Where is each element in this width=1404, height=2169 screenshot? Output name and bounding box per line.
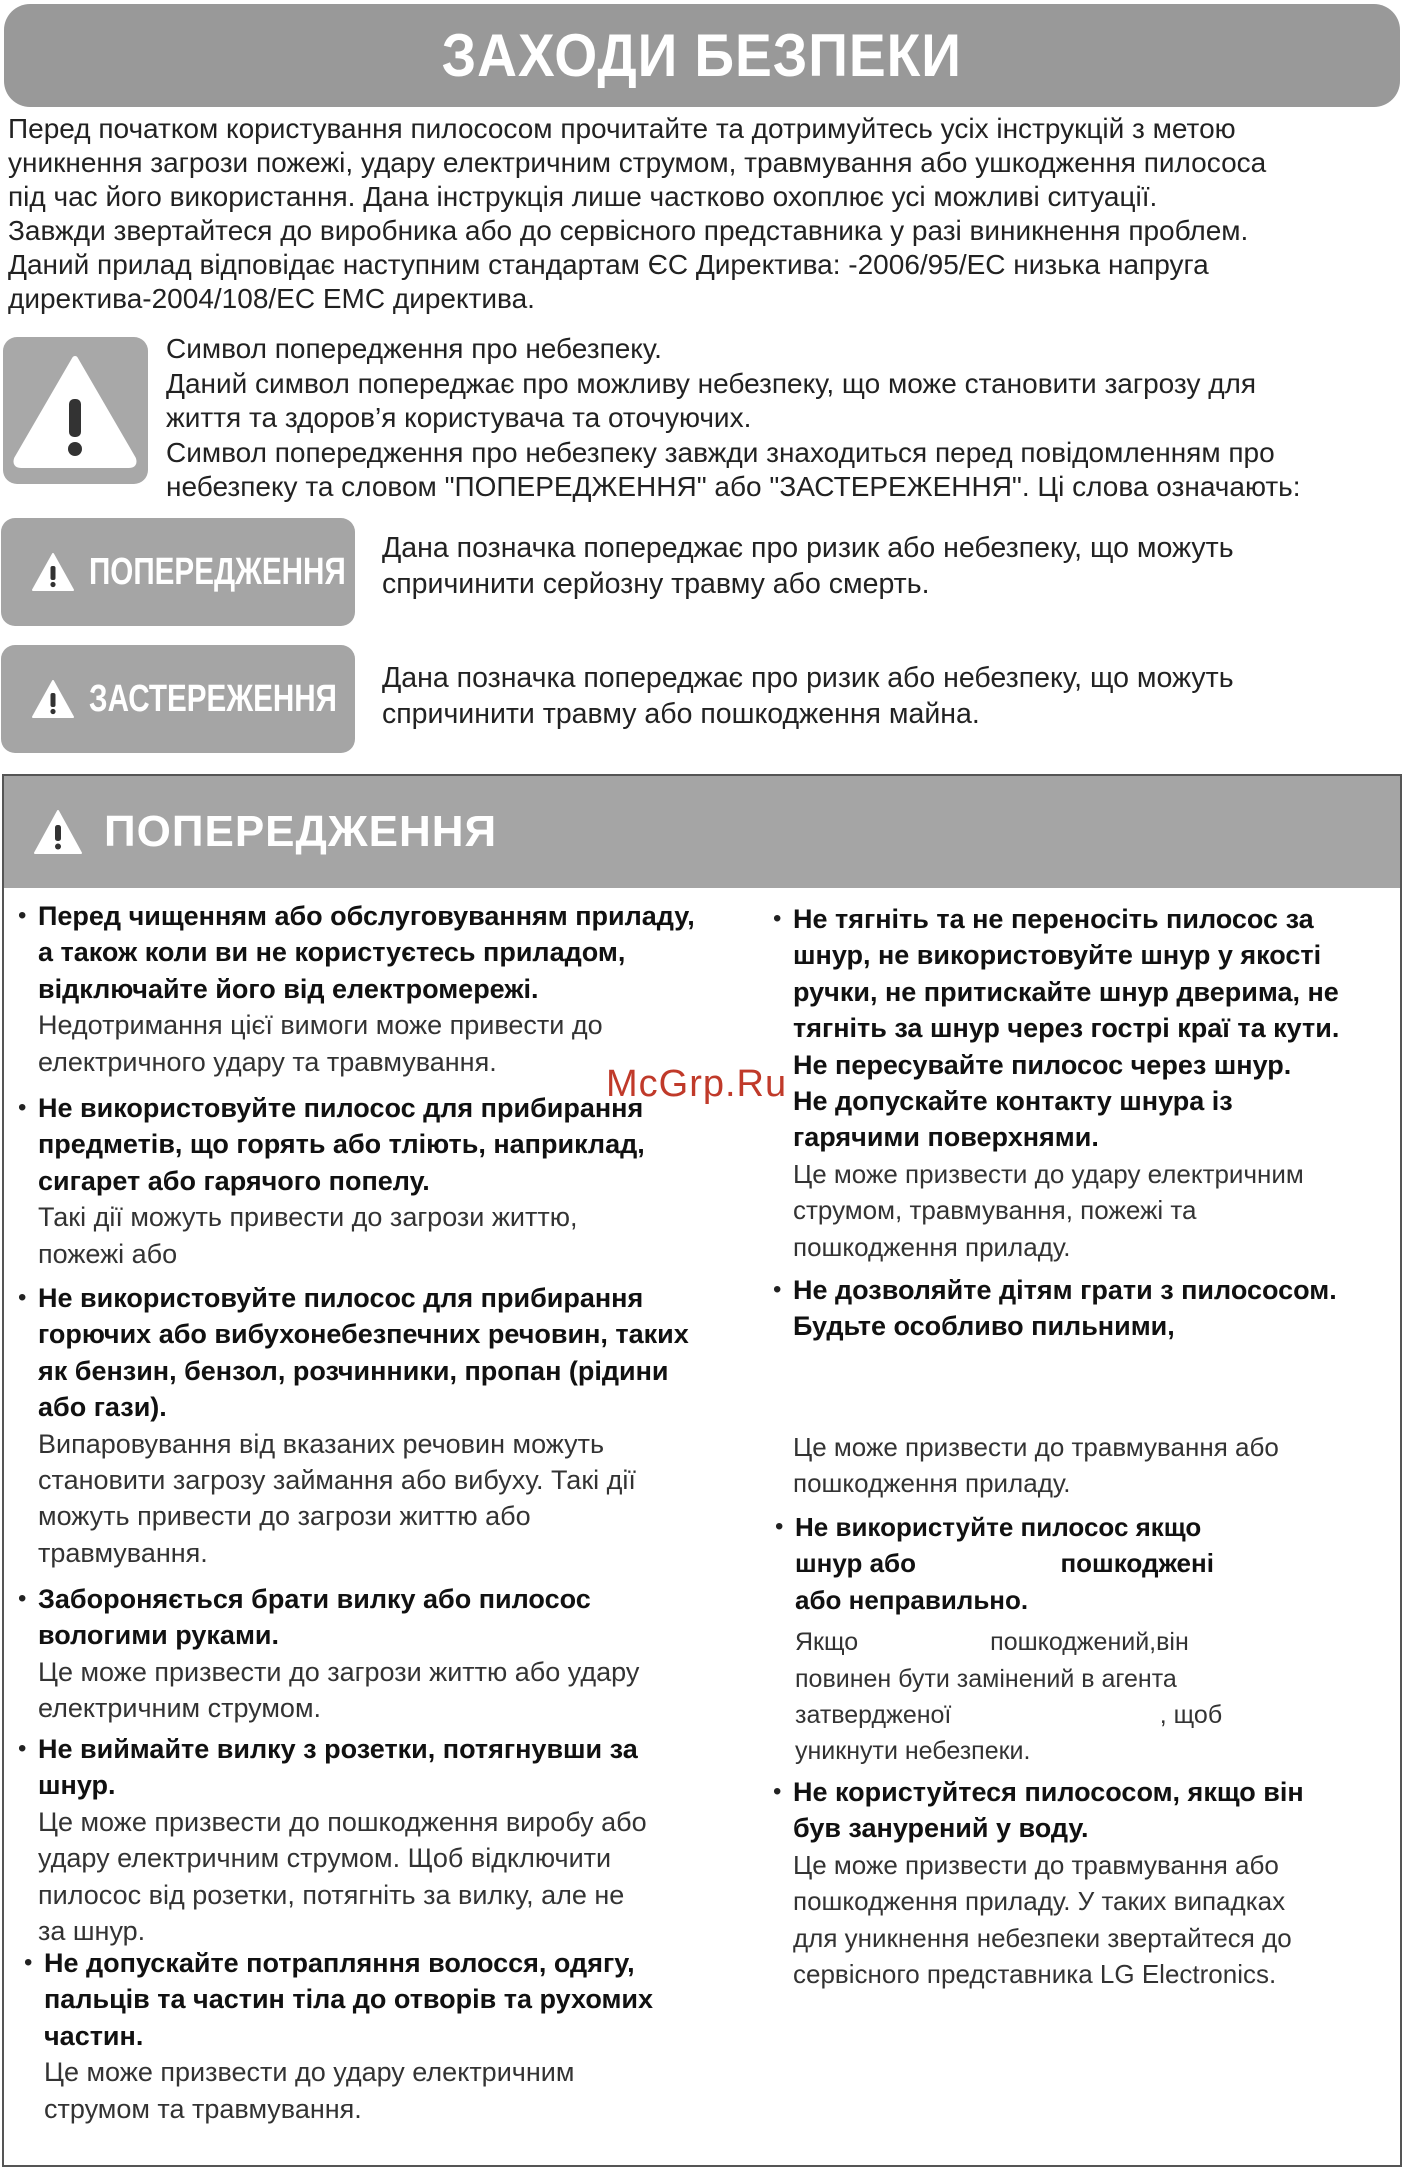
bullet-icon: • — [18, 1284, 27, 1311]
item-text-line: електричного удару та травмування. — [38, 1046, 497, 1077]
item-text-line: струмом та травмування. — [44, 2093, 362, 2124]
item-bold-line: горючих або вибухонебезпечних речовин, таких — [38, 1319, 689, 1350]
item-bold-line: предметів, що горять або тліють, наприклад, — [38, 1129, 645, 1160]
item-bold-line: Не пересувайте пилосос через шнур. — [793, 1049, 1292, 1080]
list-item — [773, 901, 1393, 1265]
intro-line: уникнення загрози пожежі, удару електричним струмом, травмування або ушкодження пилососа — [8, 147, 1267, 178]
item-text-line: можуть привести до загрози життю або — [38, 1501, 531, 1532]
warning-section-header — [4, 776, 1400, 888]
desc-line: спричинити серйозну травму або смерть. — [382, 568, 930, 600]
list-item — [18, 1581, 758, 1727]
item-text-line: затвердженої , щоб — [795, 1701, 1223, 1730]
hazard-symbol-description — [166, 332, 1402, 505]
list-item — [773, 1272, 1393, 1502]
item-bold-line: Будьте особливо пильними, — [793, 1311, 1175, 1342]
item-text-line: становити загрозу займання або вибуху. Такі дії — [38, 1465, 636, 1496]
page-title: ЗАХОДИ БЕЗПЕКИ — [441, 22, 963, 89]
item-text-line: Це може призвести до травмування або — [793, 1849, 1279, 1880]
warning-triangle-icon — [3, 337, 148, 484]
item-text-line: пошкодження приладу. — [793, 1231, 1071, 1262]
list-item — [24, 1945, 764, 2127]
bullet-icon: • — [18, 1585, 27, 1612]
item-bold-line: був занурений у воду. — [793, 1813, 1089, 1844]
desc-line: спричинити травму або пошкодження майна. — [382, 698, 980, 730]
item-text-line: Це може призвести до пошкодження виробу або — [38, 1806, 647, 1837]
bullet-icon: • — [775, 1513, 784, 1540]
item-bold-line: Не використуйте пилосос якщо — [795, 1512, 1202, 1542]
item-text-line: пожежі або — [38, 1238, 178, 1269]
symbol-line: життя та здоров’я користувача та оточуючих. — [166, 402, 752, 433]
item-bold-line: шнур. — [38, 1770, 116, 1801]
item-bold-line: тягніть за шнур через гострі краї та кути. — [793, 1013, 1340, 1044]
warning-label-text: ПОПЕРЕДЖЕННЯ — [89, 550, 346, 593]
item-bold-line: ручки, не притискайте шнур дверима, не — [793, 976, 1339, 1007]
intro-line: Даний прилад відповідає наступним стандартам ЄС Директива: -2006/95/EC низька напруга — [8, 249, 1209, 280]
item-bold-line: Перед чищенням або обслуговуванням приладу, — [38, 901, 695, 931]
item-bold-line: Не допускайте контакту шнура із — [793, 1086, 1233, 1117]
item-bold-line: гарячими поверхнями. — [793, 1122, 1099, 1153]
bullet-icon: • — [24, 1949, 33, 1976]
item-text-line: пошкодження приладу. — [793, 1468, 1071, 1499]
intro-line: Завжди звертайтеся до виробника або до сервісного представника у разі виникнення проблем. — [8, 215, 1249, 246]
item-text-line: травмування. — [38, 1537, 208, 1568]
item-text-line: пошкодження приладу. У таких випадках — [793, 1886, 1286, 1917]
item-bold-line: вологими руками. — [38, 1620, 280, 1651]
list-item — [18, 1280, 758, 1571]
item-text-line: за шнур. — [38, 1916, 146, 1947]
item-text-line: сервісного представника LG Electronics. — [793, 1959, 1277, 1990]
caution-label-text: ЗАСТЕРЕЖЕННЯ — [89, 677, 337, 720]
bullet-icon: • — [18, 902, 27, 929]
bullet-icon: • — [773, 1276, 782, 1303]
list-item — [773, 1774, 1393, 1992]
item-bold-line: Не виймайте вилку з розетки, потягнувши за — [38, 1734, 638, 1764]
bullet-icon: • — [18, 1094, 27, 1121]
symbol-line: небезпеку та словом "ПОПЕРЕДЖЕННЯ" або "ЗАСТЕРЕЖЕННЯ". Ці слова означають: — [166, 471, 1301, 502]
symbol-line: Символ попередження про небезпеку. — [166, 333, 662, 364]
caution-label — [1, 645, 355, 753]
item-text-line: Недотримання цієї вимоги може привести до — [38, 1010, 603, 1041]
item-bold-line: Не допускайте потрапляння волосся, одягу, — [44, 1948, 635, 1978]
list-item — [18, 1090, 758, 1272]
warning-label — [1, 518, 355, 626]
desc-line: Дана позначка попереджає про ризик або небезпеку, що можуть — [382, 662, 1234, 694]
bullet-icon: • — [773, 1778, 782, 1805]
item-text-line: Це може призвести до загрози життю або удару — [38, 1656, 640, 1687]
item-text-line: Це може призвести до удару електричним — [793, 1158, 1304, 1189]
item-text-line: Випаровування від вказаних речовин можуть — [38, 1428, 605, 1459]
intro-line: Перед початком користування пилососом прочитайте та дотримуйтесь усіх інструкцій з метою — [8, 113, 1236, 144]
item-text-line: Якщо пошкоджений,він — [795, 1628, 1189, 1657]
item-bold-line: Не використовуйте пилосос для прибирання — [38, 1093, 644, 1123]
warning-label-description — [382, 530, 1382, 602]
item-text-line: удару електричним струмом. Щоб відключити — [38, 1843, 612, 1874]
intro-line: директива-2004/108/EC EMC директива. — [8, 283, 535, 314]
item-bold-line: пальців та частин тіла до отворів та рухомих — [44, 1984, 654, 2015]
item-bold-line: сигарет або гарячого попелу. — [38, 1165, 430, 1196]
symbol-line: Символ попередження про небезпеку завжди знаходиться перед повідомленням про — [166, 436, 1275, 468]
item-text-line: Це може призвести до удару електричним — [44, 2057, 575, 2088]
item-text-line: повинен бути замінений в агента — [795, 1664, 1177, 1693]
item-text-line: для уникнення небезпеки звертайтеся до — [793, 1922, 1292, 1953]
item-text-line: Такі дії можуть привести до загрози життю, — [38, 1202, 578, 1233]
item-text-line: струмом, травмування, пожежі та — [793, 1195, 1197, 1226]
item-bold-line: шнур або пошкоджені — [795, 1548, 1214, 1579]
bullet-icon: • — [18, 1735, 27, 1762]
item-bold-line: Не використовуйте пилосос для прибирання — [38, 1283, 644, 1313]
item-bold-line: Не дозволяйте дітям грати з пилососом. — [793, 1275, 1337, 1305]
item-bold-line: шнур, не використовуйте шнур у якості — [793, 940, 1322, 971]
warning-triangle-icon — [31, 679, 75, 719]
caution-label-description — [382, 660, 1382, 732]
item-bold-line: Не тягніть та не переносіть пилосос за — [793, 904, 1314, 934]
warning-section-title: ПОПЕРЕДЖЕННЯ — [104, 807, 498, 856]
title-banner — [4, 4, 1400, 107]
item-bold-line: відключайте його від електромережі. — [38, 973, 539, 1004]
symbol-line: Даний символ попереджає про можливу небезпеку, що може становити загрозу для — [166, 367, 1257, 399]
list-item — [775, 1509, 1395, 1770]
list-item — [18, 898, 758, 1080]
warning-triangle-icon — [31, 552, 75, 592]
item-text-line: Це може призвести до травмування або — [793, 1431, 1279, 1462]
item-bold-line: частин. — [44, 2020, 144, 2051]
item-bold-line: як бензин, бензол, розчинники, пропан (рідини — [38, 1355, 669, 1386]
item-bold-line: або гази). — [38, 1392, 167, 1423]
item-bold-line: або неправильно. — [795, 1584, 1029, 1615]
watermark: McGrp.Ru — [606, 1063, 788, 1105]
warning-triangle-icon — [32, 808, 84, 856]
item-text-line: уникнути небезпеки. — [795, 1737, 1031, 1766]
item-bold-line: а також коли ви не користуєтесь приладом, — [38, 937, 626, 968]
item-text-line: електричним струмом. — [38, 1693, 322, 1724]
desc-line: Дана позначка попереджає про ризик або небезпеку, що можуть — [382, 532, 1234, 564]
item-bold-line: Забороняється брати вилку або пилосос — [38, 1584, 591, 1614]
intro-line: під час його використання. Дана інструкція лише частково охоплює усі можливі ситуації. — [8, 181, 1158, 212]
hazard-symbol-box — [3, 337, 148, 484]
item-text-line: пилосос від розетки, потягніть за вилку, але не — [38, 1879, 625, 1910]
list-item — [18, 1731, 758, 1949]
intro-paragraph — [8, 112, 1398, 316]
bullet-icon: • — [773, 905, 782, 932]
item-bold-line: Не користуйтеся пилососом, якщо він — [793, 1777, 1304, 1807]
